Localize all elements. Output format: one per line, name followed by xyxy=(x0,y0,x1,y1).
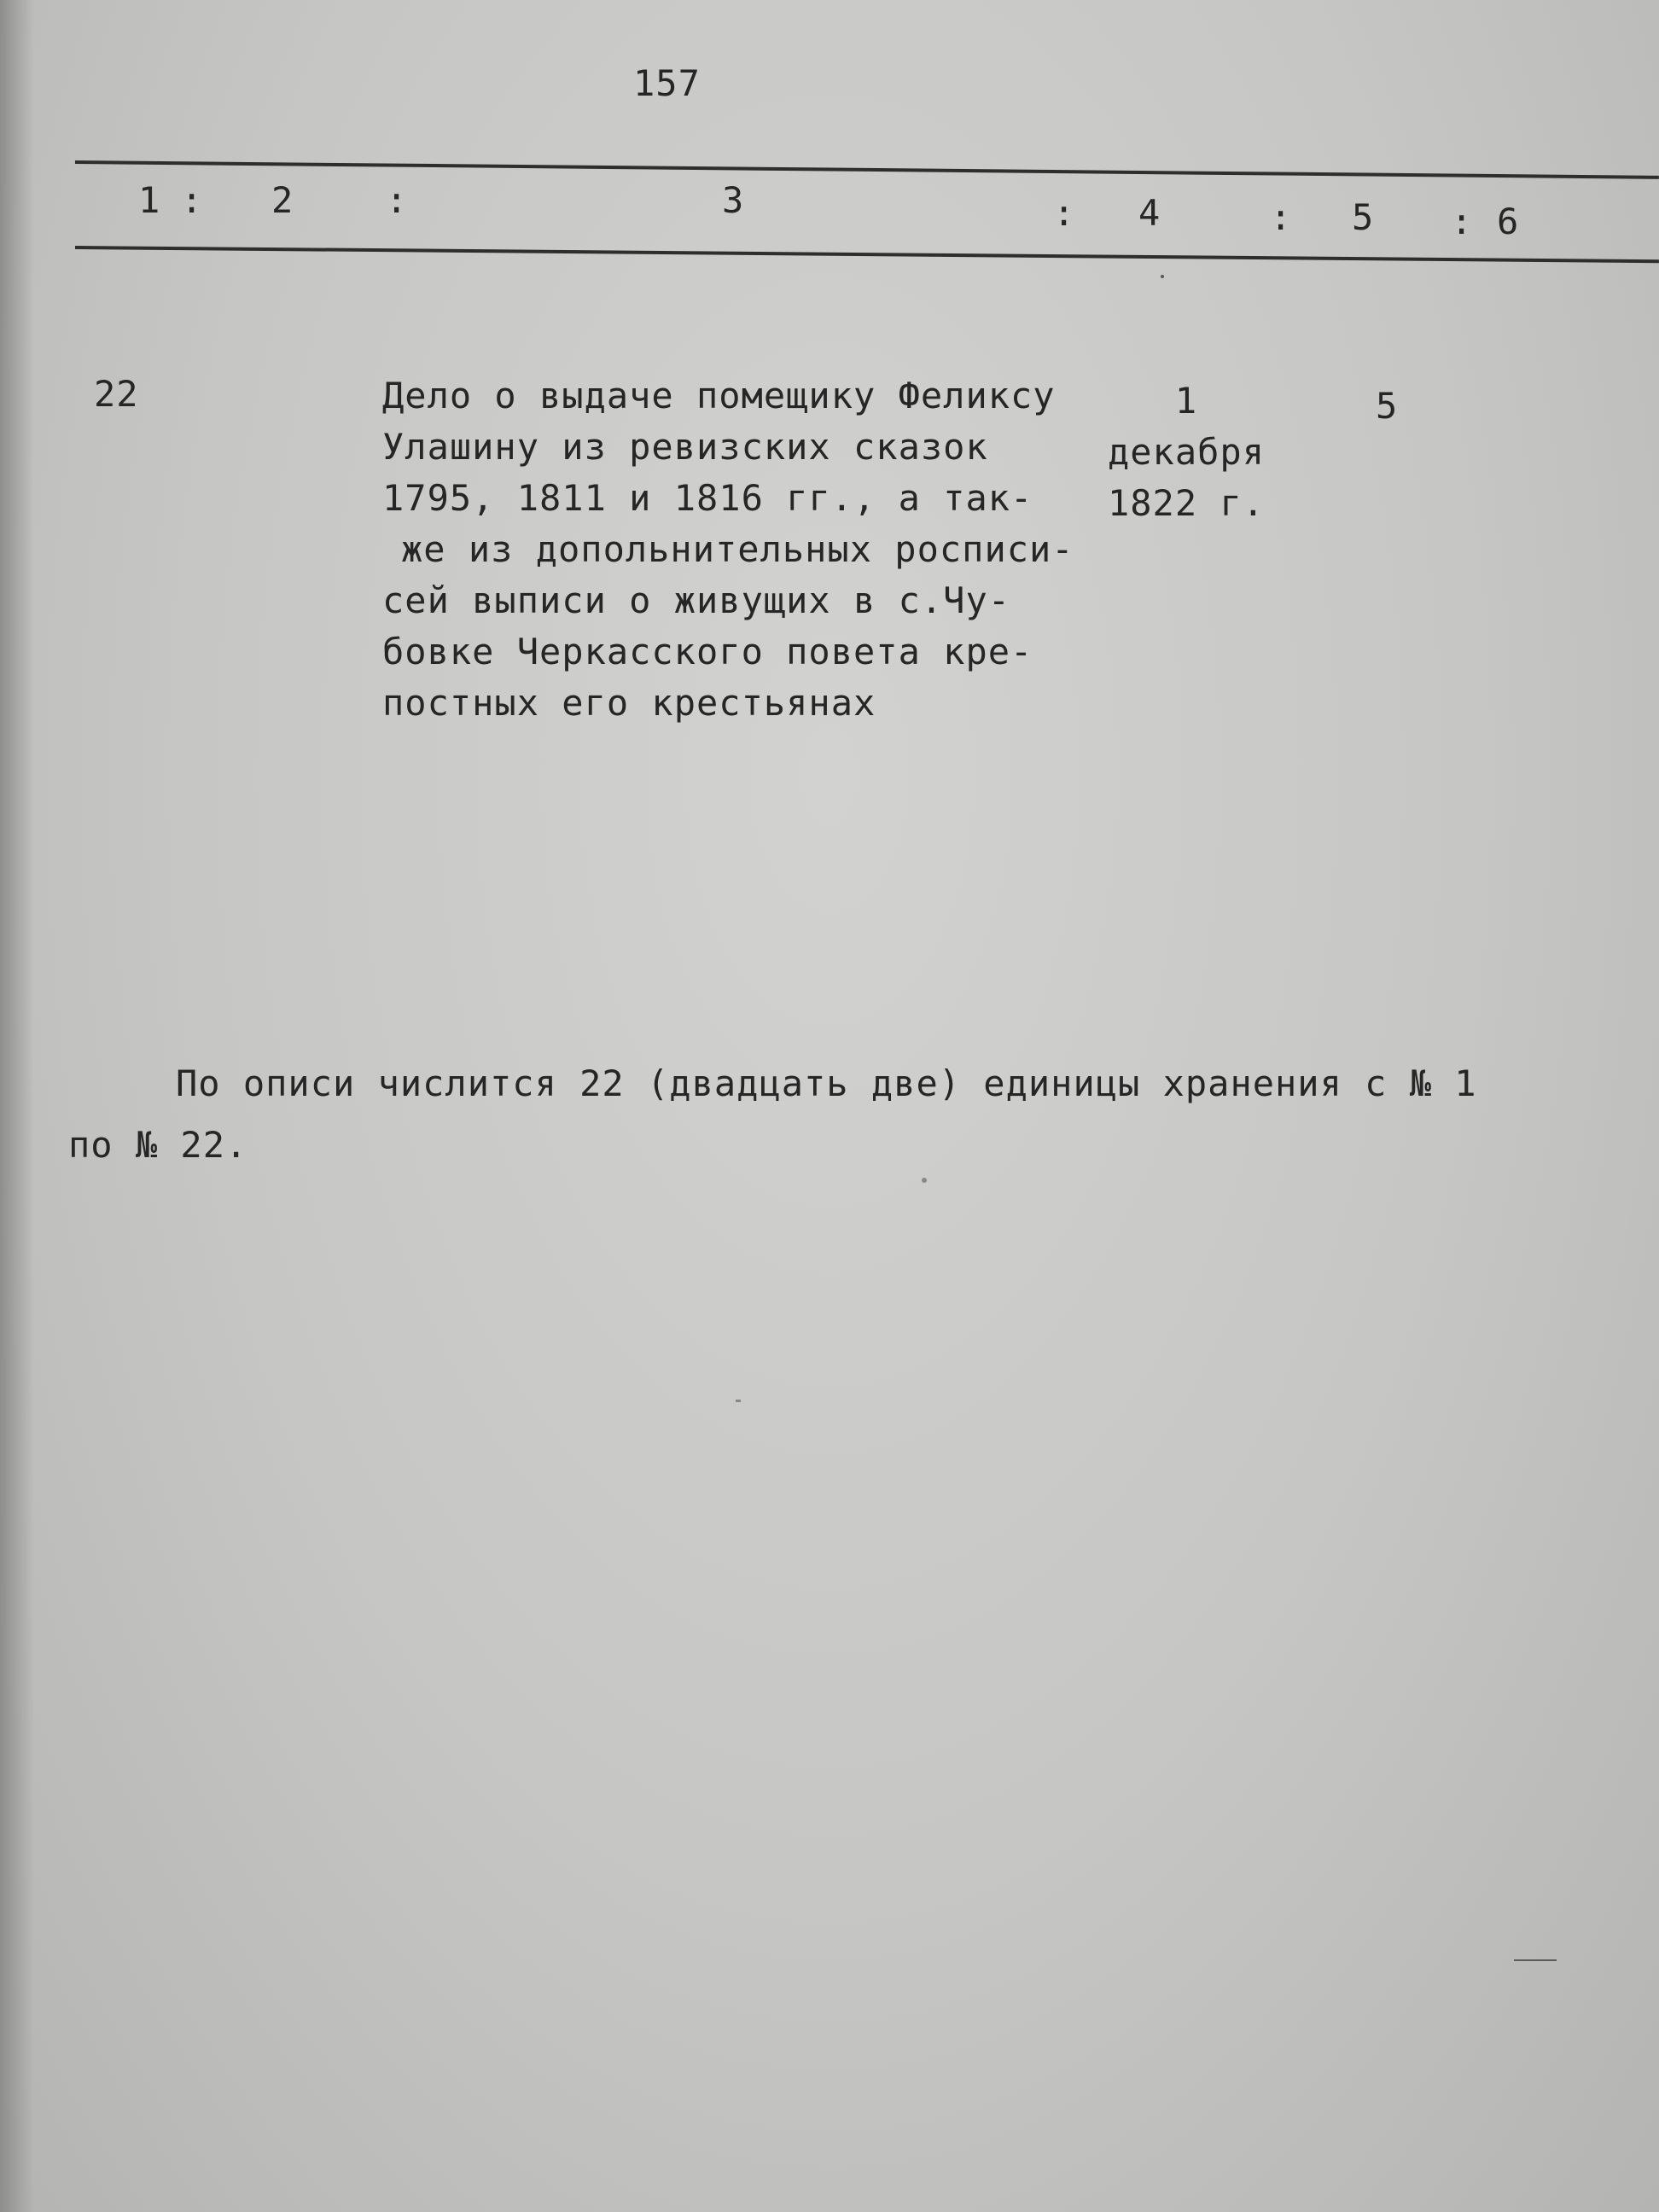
header-col-5: 5 xyxy=(1352,196,1374,238)
header-separator: : xyxy=(1451,201,1473,242)
entry-sheets: 5 xyxy=(1376,385,1399,427)
page-edge-shadow xyxy=(0,0,34,2212)
description-line: Улашину из ревизских сказок xyxy=(382,426,988,468)
header-separator: : xyxy=(1053,192,1075,234)
header-col-4: 4 xyxy=(1138,192,1161,234)
header-bottom-rule xyxy=(75,246,1659,263)
header-col-2: 2 xyxy=(271,179,294,221)
description-line: постных его крестьянах xyxy=(382,682,876,724)
description-line: Дело о выдаче помещику Феликсу xyxy=(382,375,1056,416)
header-separator: : xyxy=(1270,196,1292,238)
summary-line-2: по № 22. xyxy=(68,1124,248,1166)
description-line: сей выписи о живущих в с.Чу- xyxy=(382,579,1011,621)
paper-mark xyxy=(736,1400,741,1402)
entry-description xyxy=(382,370,1074,729)
description-line: 1795, 1811 и 1816 гг., а так- xyxy=(382,477,1033,519)
paper-mark xyxy=(922,1178,927,1183)
date-day: 1 xyxy=(1174,380,1198,422)
header-separator: : xyxy=(386,179,408,221)
description-line: бовке Черкасского повета кре- xyxy=(382,631,1033,672)
entry-number: 22 xyxy=(94,373,139,415)
date-month: декабря xyxy=(1107,431,1265,473)
date-year: 1822 г. xyxy=(1107,482,1265,524)
paper-mark xyxy=(1514,1959,1557,1961)
header-col-6: 6 xyxy=(1497,201,1519,242)
paper-mark xyxy=(1161,275,1164,278)
header-col-3: 3 xyxy=(722,179,744,221)
description-line: же из допольнительных росписи- xyxy=(401,528,1074,570)
header-separator: : xyxy=(181,179,203,221)
summary-line-1: По описи числится 22 (двадцать две) единицы хранения с № 1 xyxy=(176,1062,1477,1104)
header-top-rule xyxy=(75,160,1659,179)
header-col-1: 1 xyxy=(138,179,160,221)
entry-date xyxy=(1101,375,1272,529)
page-number: 157 xyxy=(633,62,701,104)
